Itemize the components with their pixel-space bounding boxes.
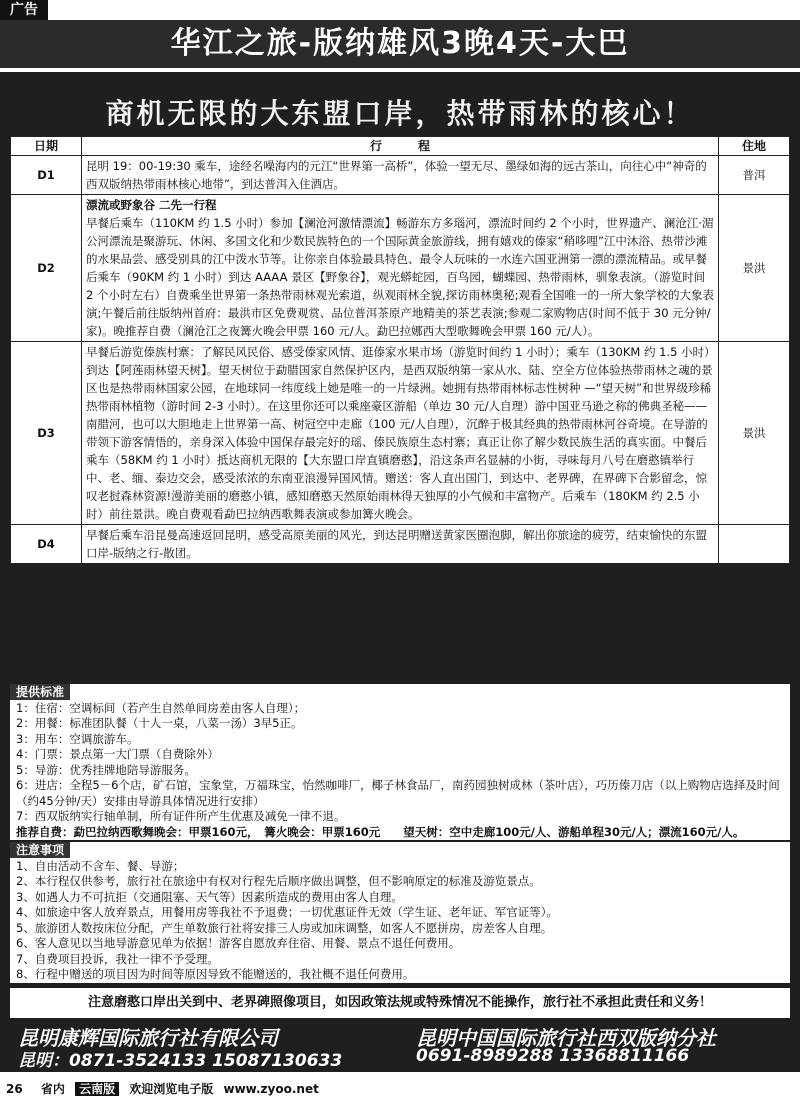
day-label: D3 [11,342,82,525]
stay-location: 景洪 [719,342,790,525]
day-label: D2 [11,195,82,342]
service-standards [10,684,790,840]
service-item: 1：住宿：空调标间（若产生自然单间房差由客人自理）； [16,700,306,715]
service-title: 提供标准 [10,684,70,700]
note-item: 2、本行程仅供参考，旅行社在旅途中有权对行程先后顺序做出调整，但不影响原定的标准及游览景点。 [16,874,541,888]
table-row-d1 [11,156,790,195]
service-item: 4：门票：景点第一大门票（自费除外） [16,747,219,761]
note-item: 3、如遇人力不可抗拒（交通阻塞、天气等）因素所造成的费用由客人自理。 [16,889,403,904]
header-stay: 住地 [719,137,790,156]
notes-title: 注意事项 [10,842,70,858]
footer-section: 省内 [40,1082,65,1096]
footer [0,1078,800,1100]
agency-left-phone: 昆明：0871-3524133 15087130633 [18,1051,343,1071]
ad-tag: 广告 [0,0,48,20]
notes-section [10,842,790,983]
agency-left-name: 昆明康辉国际旅行社有限公司 [18,1026,278,1050]
header-date: 日期 [11,137,82,156]
page-number: 26 [6,1082,23,1096]
table-header-row [11,137,790,156]
agency-right-name: 昆明中国国际旅行社西双版纳分社 [416,1026,716,1050]
service-item: 7：西双版纳实行轴单制，所有证件所产生优惠及减免一律不退。 [16,809,346,823]
service-item: 3：用车：空调旅游车。 [16,731,139,746]
footer-province-badge: 云南版 [75,1082,119,1096]
note-item: 7、自费项目投诉，我社一律不予受理。 [16,951,219,966]
day-description: 早餐后乘车（110KM 约 1.5 小时）参加【澜沧河激情漂流】畅游东方多瑙河，漂流时间约 2 个小时，世界遗产、澜沧江·湄公河漂流是聚游玩、休闲、多国文化和少数民族特色的一个国际黄金旅游线，拥有嬉戏的傣家“稍哆哩”江中沐浴、热带沙滩的水果品尝、感受别具的江中泼水节等。让你亲自体验最具特色、最令人玩味的一水连六国亚洲第一漂的漂流精品。或早餐后乘车（90KM 约 1 小时）到达 AAAA 景区【野象谷】，观光蟒蛇园，百鸟园，蝴蝶园、热带雨林，驯象表演。（游览时间 2 个小时左右）自费乘坐世界第一条热带雨林观光索道，纵观雨林全貌,探访雨林奥秘;观看全国唯一的一所大象学校的大象表演;午餐后前往版纳州首府：最洪市区免费观赏、品位普洱茶原产地精美的茶艺表演;参观二家购物店(时间不低于 30 元分钟/家)。晚推荐自费（澜沧江之夜篝火晚会甲票 160 元/人。勐巴拉娜西大型歌舞晚会甲票 160 元/人）。 [86,216,714,338]
notice-banner: 注意磨憨口岸出关到中、老界碑照像项目，如因政策法规或特殊情况不能操作，旅行社不承担此责任和义务！ [10,988,790,1018]
stay-location: 景洪 [719,195,790,342]
service-item: 2：用餐：标准团队餐（十人一桌，八菜一汤）3早5正。 [16,716,303,730]
divider [0,68,800,72]
note-item: 6、客人意见以当地导游意见单为依据！游客自愿放弃住宿、用餐、景点不退任何费用。 [16,936,461,950]
day-description: 早餐后乘车沿昆曼高速返回昆明，感受高原美丽的风光，到达昆明赠送黄家医圈泡脚，解出你旅途的疲劳，结束愉快的东盟口岸-版纳之行-散团。 [82,525,719,564]
table-row-d2 [11,195,790,342]
note-item: 8、行程中赠送的项目因为时间等原因导致不能赠送的，我社概不退任何费用。 [16,967,415,981]
footer-url[interactable]: www.zyoo.net [223,1082,319,1096]
service-item: 5：导游：优秀挂牌地陪导游服务。 [16,762,196,777]
stay-location: 普洱 [719,156,790,195]
footer-text: 欢迎浏览电子版 [129,1082,214,1096]
day-label: D4 [11,525,82,564]
itinerary-table [10,136,790,564]
service-item: 6：进店：全程5－6个店，矿石馆，宝象堂，万福珠宝，怡然咖啡厂，椰子林食品厂，南药园独树成林（茶叶店），巧历傣刀店（以上购物店选择及时间（约45分钟/天）安排由导游具体情况进行安排） [16,778,780,808]
day-description: 昆明 19：00-19:30 乘车，途经名噪海内的元江“世界第一高桥”，体验一望无尽、墨绿如海的远古茶山，向往心中“神奇的西双版纳热带雨林核心地带”，到达普洱入住酒店。 [82,156,719,195]
day-label: D1 [11,156,82,195]
header-itinerary: 行 程 [82,137,719,156]
recommended-extras: 推荐自费：勐巴拉纳西歌舞晚会：甲票160元， 篝火晚会：甲票160元 望天树：空中走廊100元/人、游船单程30元/人；漂流160元/人。 [16,824,745,839]
page-title: 华江之旅-版纳雄风3晚4天-大巴 [170,26,630,61]
subtitle: 商机无限的大东盟口岸，热带雨林的核心！ [105,97,695,130]
day-cell [82,195,719,342]
day-option-heading: 漂流或野象谷 二先一行程 [86,198,217,212]
note-item: 1、自由活动不含车、餐、导游； [16,858,185,873]
agency-right-phone: 0691-8989288 13368811166 [416,1046,690,1066]
table-row-d3 [11,342,790,525]
table-row-d4 [11,525,790,564]
day-description: 早餐后游览傣族村寨：了解民风民俗、感受傣家风情、逛傣家水果市场（游览时间约 1 小时）；乘车（130KM 约 1.5 小时）到达【阿莲雨林望天树】。望天树位于勐腊国家自然保护区内，是西双版纳第一家从水、陆、空全方位体验热带雨林之魂的景区也是热带雨林国家公园，在地球同一纬度线上她是唯一的一片绿洲。她拥有热带雨林标志性树种 —“望天树”和世界级珍稀热带雨林植物（游时间 2-3 小时）。在这里你还可以乘座豪区游船（单边 30 元/人自理）游中国亚马逊之称的佛典圣秘——南腊河，也可以大胆地走上世界第一高、树冠空中走廊（100 元/人自理），沉醉于极其经典的热带雨林河谷奇境。在导游的带领下游客情悟的，亲身深入体验中国保存最完好的瑶、傣民族原生态村寨；真正让你了解少数民族生活的真实面。中餐后乘车（58KM 约 1 小时）抵达商机无限的【大东盟口岸直镇磨憨】，沿这条声名显赫的小街，寻味每月八号在磨憨镇举行中、老、缅、泰边交会，感受浓浓的东南亚浪漫异国风情。赠送：客人直出国门，到达中、老界碑，在界碑下合影留念，惊叹老挝森林资源!漫游美丽的磨憨小镇，感知磨憨天然原始雨林得天独厚的小气候和丰富物产。后乘车（180KM 约 2.5 小时）前往景洪。晚自费观看勐巴拉纳西歌舞表演或参加篝火晚会。 [82,342,719,525]
stay-location [719,525,790,564]
note-item: 5、旅游团人数按床位分配，产生单数旅行社将安排三人房或加床调整，如客人不愿拼房，房差客人自理。 [16,920,553,935]
note-item: 4、如旅途中客人放弃景点，用餐用房等我社不予退费；一切优惠证件无效（学生证、老年证、军官证等）。 [16,905,559,919]
